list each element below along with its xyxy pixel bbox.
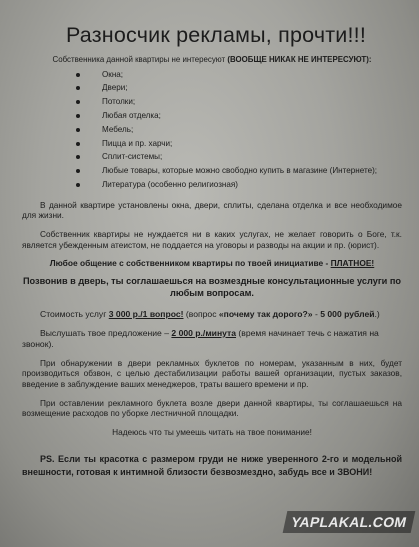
list-item: Литература (особенно религиозная): [22, 180, 402, 194]
listen-price: 2 000 р./минута: [171, 327, 237, 338]
postscript: PS. Если ты красотка с размером груди не ниже уверенного 2-го и модельной внешности, готовая к интимной близости безвозмездно, забудь все и ЗВОНИ!: [22, 454, 402, 478]
cost-prefix: Стоимость услуг: [40, 308, 109, 319]
list-item: Двери;: [22, 83, 402, 97]
list-item: Мебель;: [22, 125, 402, 139]
list-item: Окна;: [22, 70, 402, 84]
list-item: Сплит-системы;: [22, 152, 402, 166]
cost-question: «почему так дорого?»: [218, 308, 313, 319]
cost-price: 3 000 р./1 вопрос!: [108, 308, 184, 319]
cost-mid: (вопрос: [183, 308, 219, 319]
site-watermark: YAPLAKAL.COM: [283, 511, 416, 533]
list-item: Любая отделка;: [22, 111, 402, 125]
notice-page: [22, 8, 402, 479]
not-interested-list: [22, 70, 402, 194]
cost-dash: -: [312, 308, 321, 319]
cost-answer: 5 000 рублей: [320, 308, 375, 319]
lead-underline: ПЛАТНОЕ!: [330, 258, 375, 269]
paragraph-installed: В данной квартире установлены окна, двери, сплиты, сделана отделка и все необходимое для жизни.: [22, 199, 402, 221]
intro-text: Собственника данной квартиры не интересуют: [52, 54, 228, 64]
paragraph-owner: Собственник квартиры не нуждается ни в каких услугах, не желает говорить о Боге, т.к. является убежденным атеистом, не поддается на уговоры и разводы на акции и пр. (юрист).: [22, 229, 402, 250]
notice-title: Разносчик рекламы, прочти!!!: [65, 23, 367, 47]
list-item: Любые товары, которые можно свободно купить в магазине (Интернете);: [22, 166, 402, 180]
paragraph-hope: Надеюсь что ты умеешь читать на твое понимание!: [112, 426, 312, 437]
listen-line: [22, 328, 402, 350]
intro-line: [22, 55, 402, 65]
cost-end: .): [374, 308, 380, 319]
list-item: Пицца и пр. харчи;: [22, 139, 402, 153]
doorbell-warning: Позвонив в дверь, ты соглашаешься на возмездные консультационные услуги по любым вопросам.: [22, 275, 402, 299]
listen-prefix: Выслушать твое предложение –: [40, 327, 172, 338]
lead-text: Любое общение с собственником квартиры по твоей инициативе -: [49, 258, 331, 269]
listen-suffix: (время начинает течь с нажатия на звонок).: [22, 327, 379, 349]
intro-bold: (ВООБЩЕ НИКАК НЕ ИНТЕРЕСУЮТ):: [227, 54, 372, 64]
paragraph-booklets: При обнаружении в двери рекламных буклетов по номерам, указанным в них, будет производиться обзвон, с целью дестабилизации работы вашей организации, пустых заказов, введение в заблуждение ваших менеджеров, траты вашего времени и пр.: [22, 357, 402, 390]
cost-line: [22, 309, 402, 320]
paid-communication-line: [22, 258, 402, 269]
list-item: Потолки;: [22, 97, 402, 111]
paragraph-cleaning: При оставлении рекламного буклета возле двери данной квартиры, ты соглашаешься на возмещение расходов по уборке лестничной площадки.: [22, 397, 402, 419]
